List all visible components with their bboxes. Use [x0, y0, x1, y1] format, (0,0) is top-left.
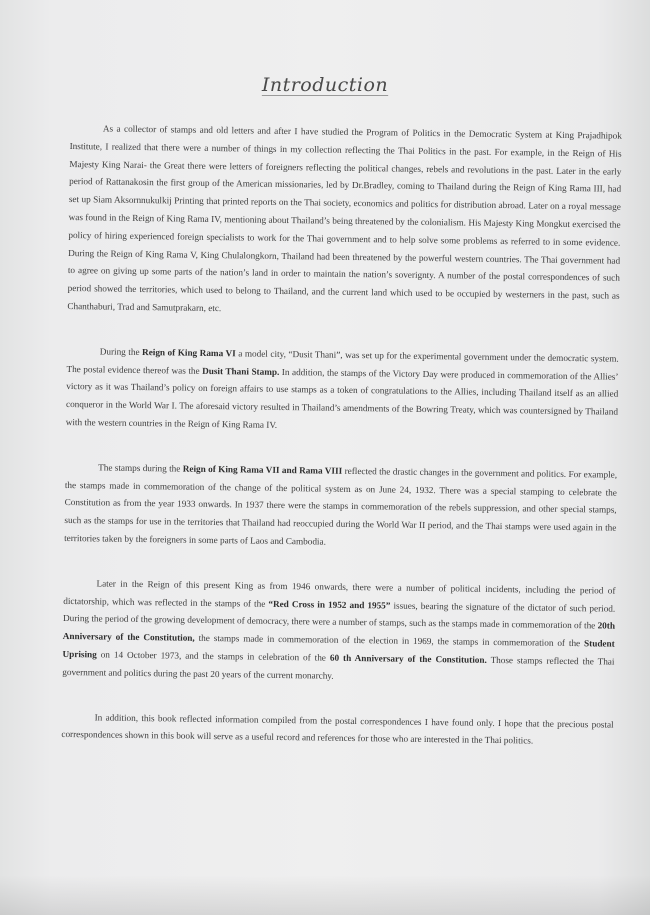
- paragraph-present-reign: [62, 575, 615, 689]
- text-run: the stamps made in commemoration of the election in 1969, the stamps in commemoration of the: [194, 632, 585, 649]
- paragraph-rama-vii-viii: [64, 459, 617, 556]
- text-run: As a collector of stamps and old letters and after I have studied the Program of Politics in the Democratic System at King Prajadhipok Institute, I realized that there were a number of things in my collection reflecting the Thai Politics in the past. For example, in the Reign of His Majesty King Narai- the Great there were letters of foreigners reflecting the political changes, rebels and revolutions in the past. Later in the early period of Rattanakosin the first group of the American missionaries, led by Dr.Bradley, coming to Thailand during the Reign of King Rama III, had set up Siam Aksornnukulkij Printing that printed reports on the Thai society, economics and politics for distribution abroad. Later on a royal message was found in the Reign of King Rama IV, mentioning about Thailand’s being threatened by the colonialism. His Majesty King Mongkut exercised the policy of hiring experienced foreign specialists to work for the Thai government and to help solve some problems as referred to in some evidence. During the Reign of King Rama V, King Chulalongkorn, Thailand had been threatened by the powerful western countries. The Thai government had to agree on giving up some parts of the nation’s land in order to maintain the nation’s soverignty. A number of the postal correspondences of such period showed the territories, which used to belong to Thailand, and the current land which used to be occupied by westerners in the past, such as Chanthaburi, Trad and Samutprakarn, etc.: [67, 123, 622, 314]
- bold-text-run: Student Uprising: [62, 638, 615, 660]
- text-run: on 14 October 1973, and the stamps in celebration of the: [96, 649, 330, 663]
- bold-text-run: “Red Cross in 1952 and 1955”: [268, 598, 391, 611]
- text-run: issues, bearing the signature of the dictator of such period. During the period of the growing development of democracy, there were a number of stamps, such as the stamps made in commemoration of the: [62, 600, 616, 631]
- text-run: reflected the drastic changes in the government and politics. For example, the stamps made in commemoration of the change of the political system as on June 24, 1932. There was a special stamping to celebrate the Constitution as from the year 1933 onwards. In 1937 there were the stamps in commemoration of the rebels suppression, and other special stamps, such as the stamps for use in the territories that Thailand had reoccupied during the World War II period, and the Thai stamps were used again in the territories taken by the foreigners in some parts of Laos and Cambodia.: [64, 465, 618, 547]
- text-run: The stamps during the: [98, 462, 183, 474]
- paragraph-rama-vi: [66, 343, 619, 440]
- text-run: a model city, “Dusit Thani”, was set up for the experimental government under the democratic system. The postal evidence thereof was the: [66, 348, 619, 376]
- page-title: Introduction: [261, 74, 389, 96]
- text-run: Later in the Reign of this present King as from 1946 onwards, there were a number of political incidents, including the period of dictatorship, which was reflected in the stamps of the: [63, 578, 616, 609]
- paragraph-closing: [61, 708, 613, 751]
- text-run: Those stamps reflected the Thai government and politics during the past 20 years of the current monarchy.: [62, 654, 615, 681]
- text-run: In addition, this book reflected information compiled from the postal correspondences I have found only. I hope that the precious postal correspondences shown in this book will serve as a useful record and references for those who are interested in the Thai politics.: [61, 711, 614, 746]
- text-run: During the: [99, 346, 143, 357]
- bold-text-run: Dusit Thani Stamp.: [202, 365, 280, 377]
- bold-text-run: 20th Anniversary of the Constitution,: [62, 620, 616, 643]
- bold-text-run: Reign of King Rama VI: [142, 346, 236, 359]
- text-run: In addition, the stamps of the Victory Day were produced in commemoration of the Allies’ victory as it was Thailand’s policy on foreign affairs to use stamps as a token of congratulations to the Allies, including Thailand itself as an allied conqueror in the World War I. The aforesaid victory resulted in Thailand’s amendments of the Bowring Treaty, which was countersigned by Thailand with the western countries in the Reign of King Rama IV.: [65, 366, 619, 430]
- bold-text-run: Reign of King Rama VII and Rama VIII: [182, 463, 343, 476]
- bold-text-run: 60 th Anniversary of the Constitution.: [329, 652, 487, 665]
- paragraph-collector-intro: [67, 120, 622, 323]
- body-text: [61, 120, 622, 779]
